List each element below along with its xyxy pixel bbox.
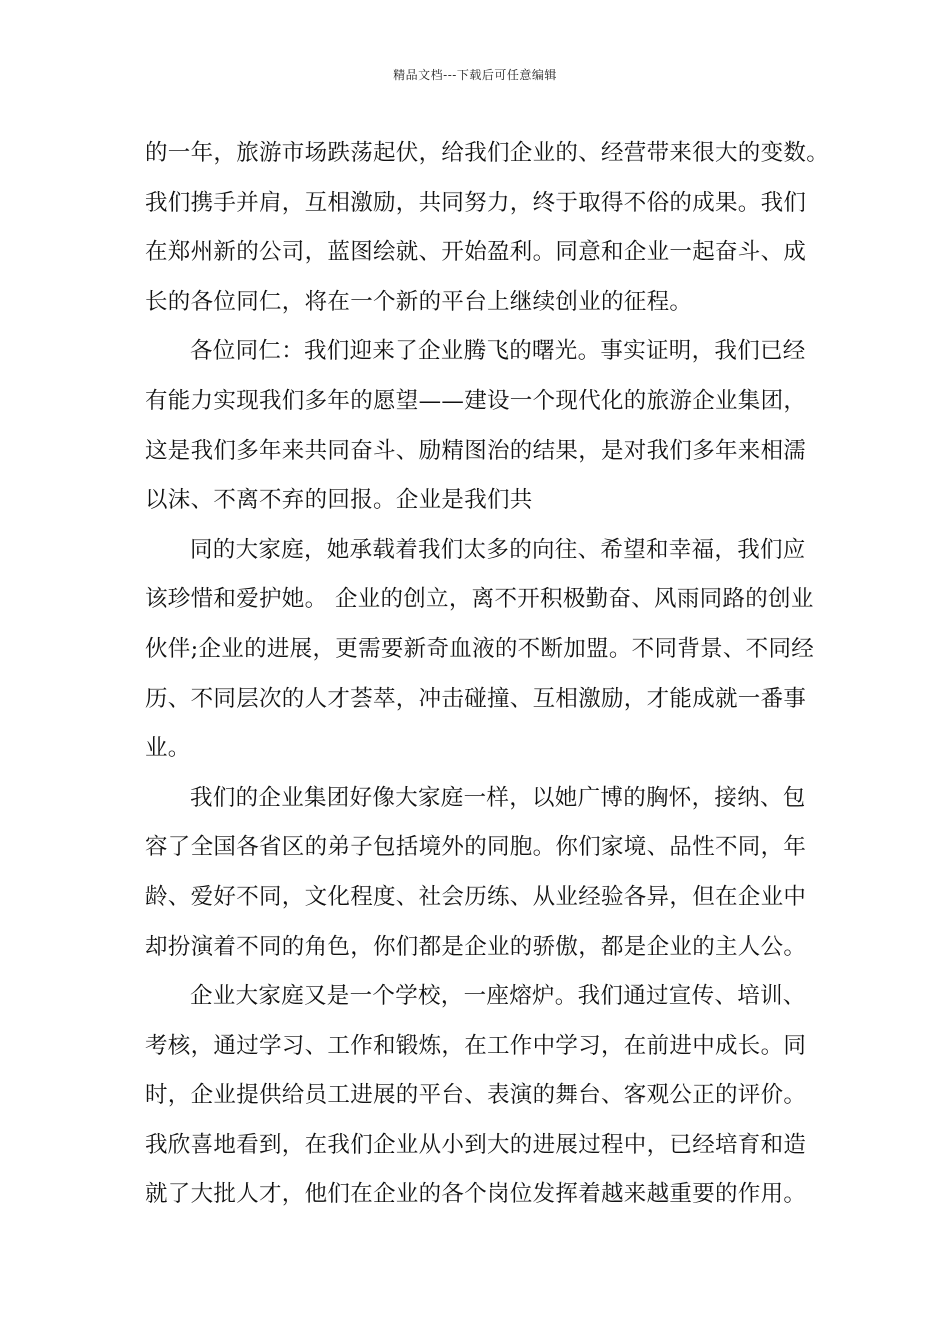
text-line: 却扮演着不同的角色，你们都是企业的骄傲，都是企业的主人公。 — [145, 933, 807, 960]
text-line: 有能力实现我们多年的愿望——建设一个现代化的旅游企业集团， — [145, 387, 807, 414]
text-line: 在郑州新的公司，蓝图绘就、开始盈利。同意和企业一起奋斗、成 — [145, 239, 807, 266]
text-line: 这是我们多年来共同奋斗、励精图治的结果，是对我们多年来相濡 — [145, 437, 807, 464]
text-line: 时，企业提供给员工进展的平台、表演的舞台、客观公正的评价。 — [145, 1082, 807, 1109]
text-line: 长的各位同仁，将在一个新的平台上继续创业的征程。 — [145, 288, 693, 315]
text-line: 考核，通过学习、工作和锻炼，在工作中学习，在前进中成长。同 — [145, 1032, 807, 1059]
text-line: 历、不同层次的人才荟萃，冲击碰撞、互相激励，才能成就一番事 — [145, 685, 807, 712]
text-line: 就了大批人才，他们在企业的各个岗位发挥着越来越重要的作用。 — [145, 1181, 807, 1208]
text-line: 伙伴;企业的进展，更需要新奇血液的不断加盟。不同背景、不同经 — [145, 635, 815, 662]
page-header: 精品文档---下载后可任意编辑 — [393, 68, 557, 82]
text-line: 该珍惜和爱护她。 企业的创立，离不开积极勤奋、风雨同路的创业 — [145, 586, 814, 613]
paragraph-start-line: 各位同仁：我们迎来了企业腾飞的曙光。事实证明，我们已经 — [190, 338, 806, 365]
paragraph-start-line: 企业大家庭又是一个学校，一座熔炉。我们通过宣传、培训、 — [190, 983, 806, 1010]
text-line: 我欣喜地看到，在我们企业从小到大的进展过程中，已经培育和造 — [145, 1131, 807, 1158]
document-body — [145, 129, 830, 1220]
text-line: 的一年，旅游市场跌荡起伏，给我们企业的、经营带来很大的变数。 — [145, 140, 830, 166]
text-line: 我们携手并肩，互相激励，共同努力，终于取得不俗的成果。我们 — [145, 189, 807, 216]
text-line: 容了全国各省区的弟子包括境外的同胞。你们家境、品性不同，年 — [145, 834, 807, 861]
paragraph-start-line: 同的大家庭，她承载着我们太多的向往、希望和幸福，我们应 — [190, 536, 806, 563]
text-line: 以沫、不离不弃的回报。企业是我们共 — [145, 487, 533, 514]
text-line: 业。 — [145, 735, 191, 762]
paragraph-start-line: 我们的企业集团好像大家庭一样，以她广博的胸怀，接纳、包 — [190, 784, 806, 811]
text-line: 龄、爱好不同，文化程度、社会历练、从业经验各异，但在企业中 — [145, 883, 807, 910]
